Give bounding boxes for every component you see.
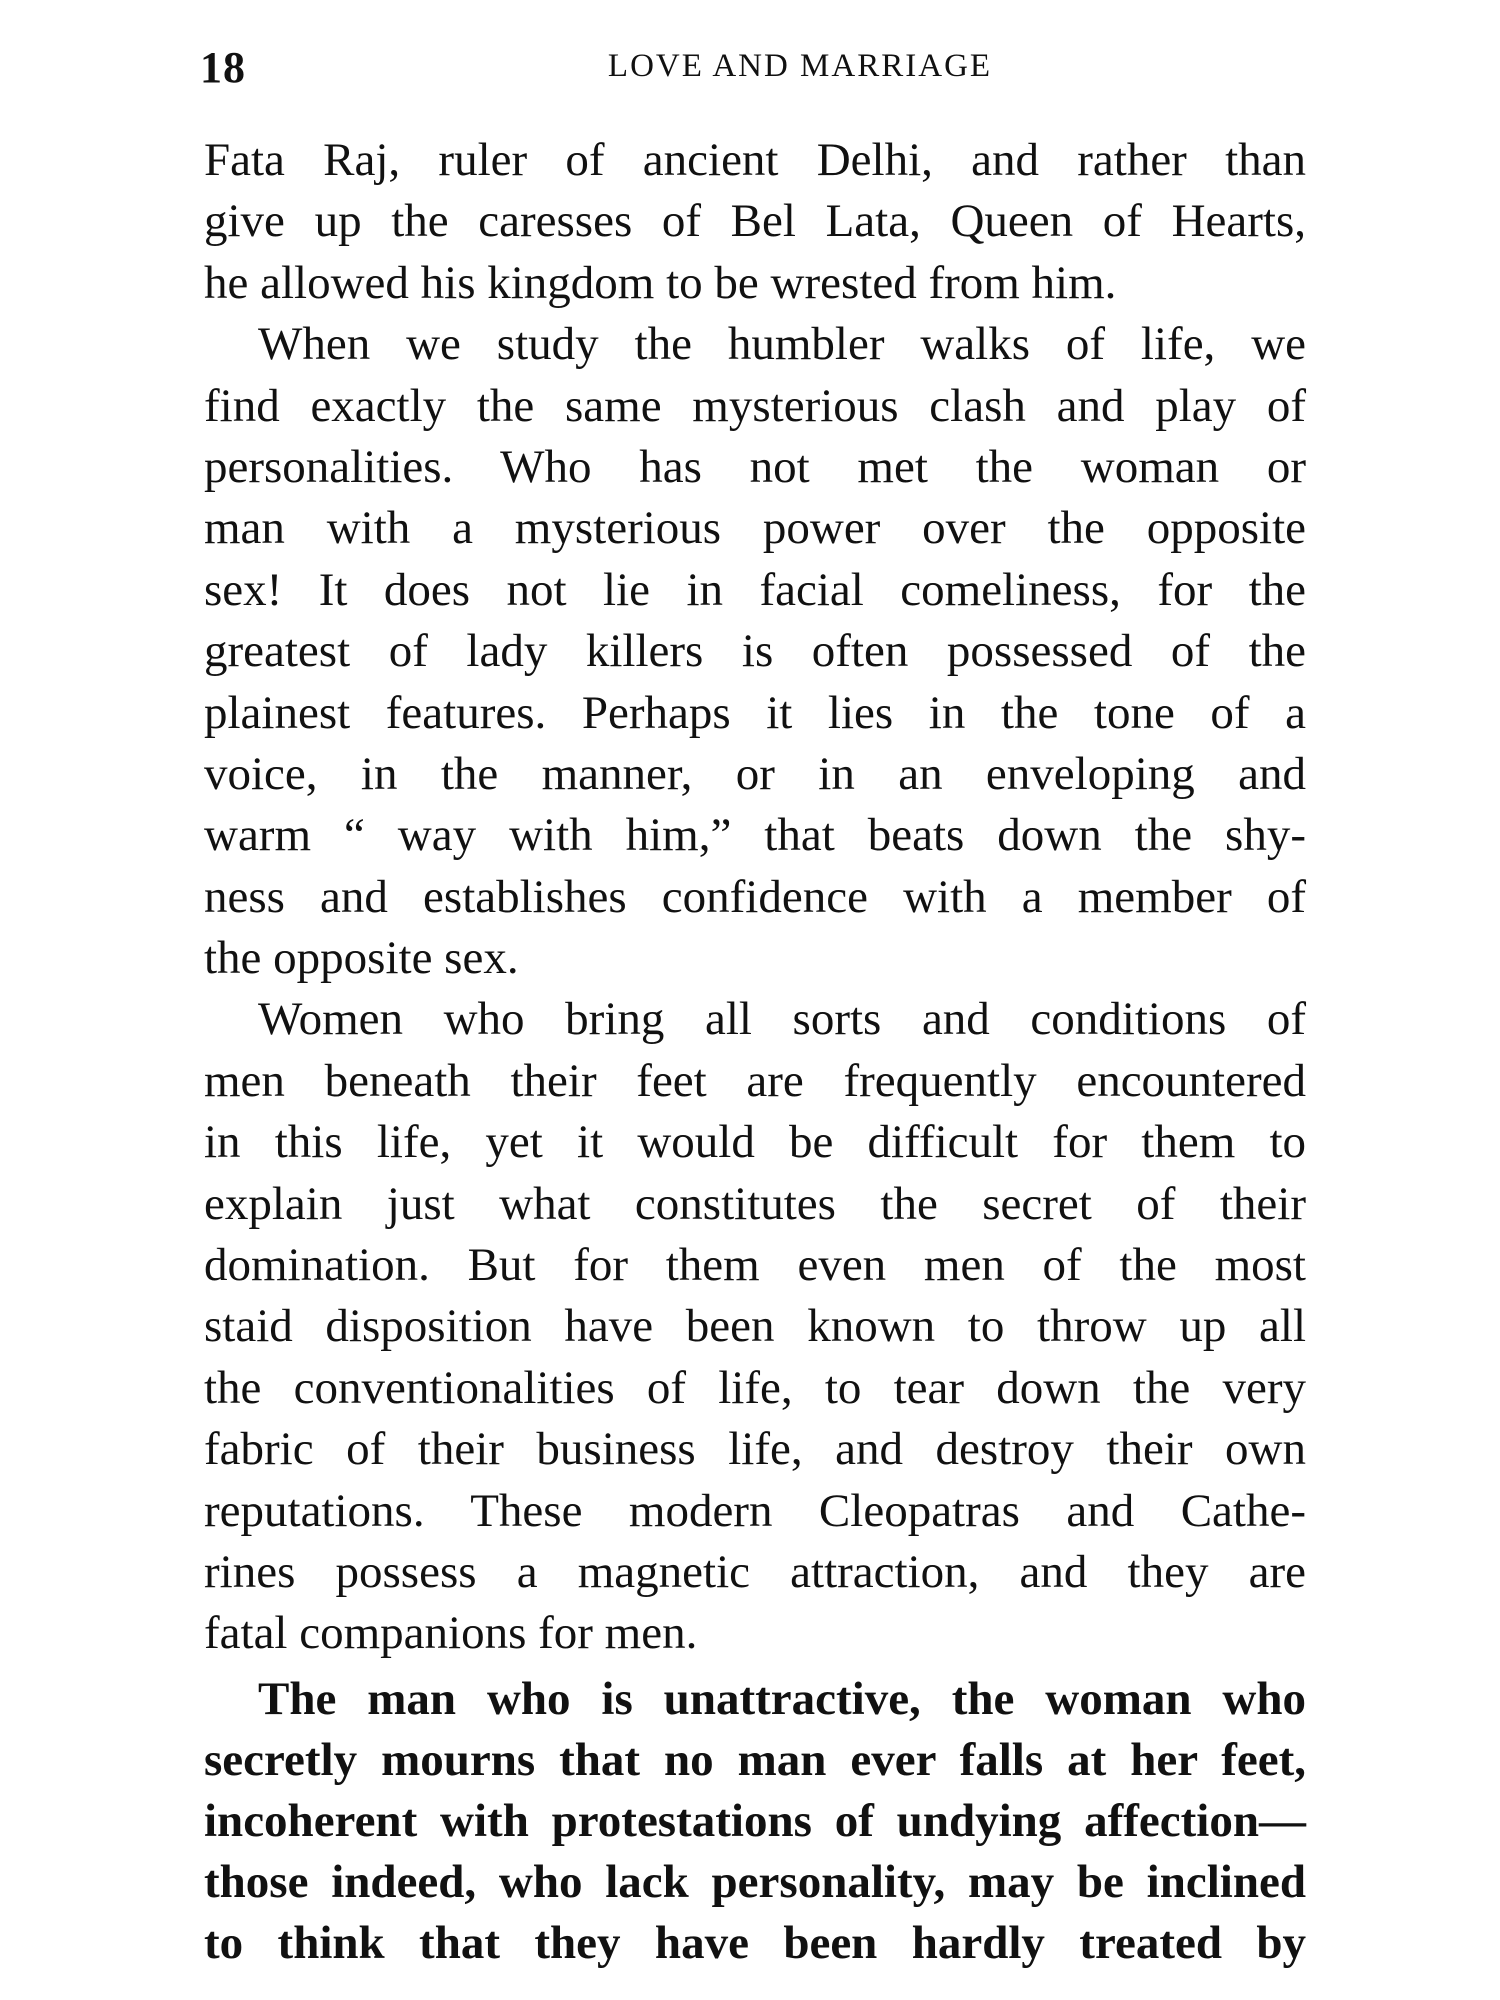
text-line: fabric of their business life, and destroy their own [204, 1423, 1306, 1476]
running-title: LOVE AND MARRIAGE [607, 48, 993, 84]
page-number: 18 [200, 43, 246, 92]
text-line: plainest features. Perhaps it lies in the tone of a [204, 686, 1306, 739]
text-line: reputations. These modern Cleopatras and Cathe- [204, 1484, 1306, 1537]
text-line: he allowed his kingdom to be wrested from him. [204, 256, 1117, 309]
paragraph [204, 1669, 1306, 1974]
running-head [200, 42, 1330, 98]
text-line: give up the caresses of Bel Lata, Queen of Hearts, [204, 195, 1306, 248]
text-line: greatest of lady killers is often possessed of the [204, 625, 1306, 678]
text-line: warm “ way with him,” that beats down the shy- [204, 809, 1306, 862]
paragraph [204, 314, 1306, 989]
text-line: those indeed, who lack personality, may be inclined [204, 1855, 1306, 1908]
text-line: the opposite sex. [204, 932, 519, 985]
text-line: When we study the humbler walks of life, we [258, 318, 1306, 371]
text-line: incoherent with protestations of undying affection— [204, 1794, 1306, 1847]
text-line: in this life, yet it would be difficult for them to [204, 1116, 1306, 1169]
text-line: personalities. Who has not met the woman or [204, 440, 1306, 493]
text-line: Women who bring all sorts and conditions of [258, 993, 1306, 1046]
paragraph [204, 130, 1306, 314]
paragraph [204, 989, 1306, 1664]
text-line: the conventionalities of life, to tear down the very [204, 1361, 1306, 1414]
text-line: to think that they have been hardly treated by [204, 1916, 1306, 1969]
text-line: explain just what constitutes the secret of their [204, 1177, 1306, 1230]
text-line: men beneath their feet are frequently encountered [204, 1054, 1306, 1107]
text-line: The man who is unattractive, the woman who [258, 1672, 1306, 1725]
text-line: domination. But for them even men of the most [204, 1239, 1306, 1292]
text-line: find exactly the same mysterious clash and play of [204, 379, 1306, 432]
body-text [204, 130, 1306, 1974]
text-line: rines possess a magnetic attraction, and they are [204, 1545, 1306, 1598]
text-line: fatal companions for men. [204, 1607, 698, 1660]
text-line: voice, in the manner, or in an enveloping and [204, 747, 1306, 800]
text-line: sex! It does not lie in facial comeliness, for the [204, 563, 1306, 616]
text-line: Fata Raj, ruler of ancient Delhi, and rather than [204, 134, 1306, 186]
text-line: staid disposition have been known to throw up all [204, 1300, 1306, 1353]
text-line: man with a mysterious power over the opposite [204, 502, 1306, 555]
text-line: ness and establishes confidence with a member of [204, 870, 1306, 923]
text-line: secretly mourns that no man ever falls at her feet, [204, 1733, 1306, 1786]
